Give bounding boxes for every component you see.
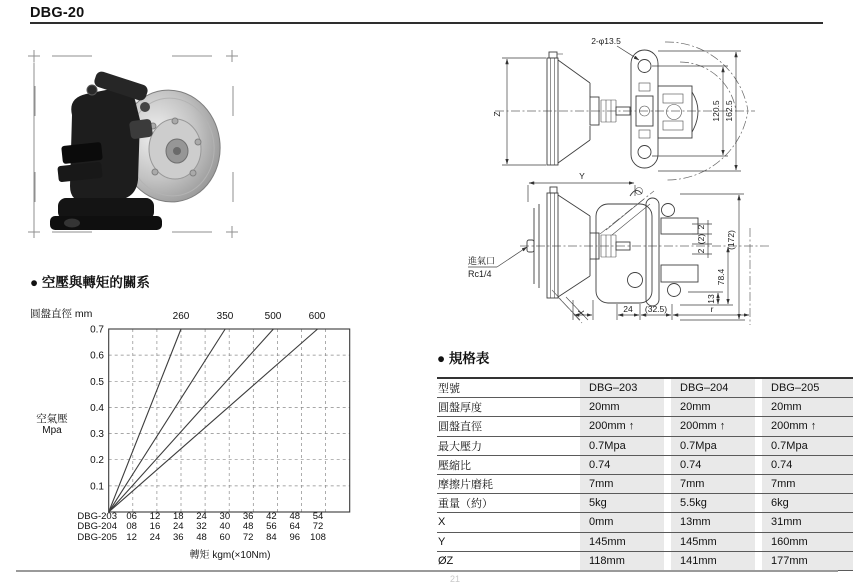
spec-row xyxy=(437,398,853,417)
x-tick-value: 48 xyxy=(242,521,254,533)
spec-cell: 145mm xyxy=(671,533,762,551)
dim-78-4-label: 78.4 xyxy=(716,268,726,286)
dim-2-mid-label: (2) xyxy=(696,233,706,245)
x-tick-value: 72 xyxy=(242,531,254,543)
dim-r-label: r xyxy=(710,304,714,314)
spec-row-label: X xyxy=(438,516,446,529)
spec-row xyxy=(437,417,853,436)
spec-cell: 200mm ↑ xyxy=(671,417,762,435)
spec-cell: 20mm xyxy=(580,398,671,416)
dim-13-label: 13 xyxy=(706,294,716,304)
inlet-thread-label: Rc1/4 xyxy=(468,269,492,279)
spec-cell: 7mm xyxy=(671,475,762,493)
chart-top-axis-label: 圓盤直徑 mm xyxy=(30,308,93,320)
spec-cell: 0.74 xyxy=(580,456,671,474)
x-tick-value: 64 xyxy=(289,521,301,533)
x-tick-value: 60 xyxy=(219,531,231,543)
brake-photo-art xyxy=(50,70,227,230)
spec-row xyxy=(437,379,853,398)
x-tick-value: 18 xyxy=(172,511,184,522)
pressure-torque-chart xyxy=(58,303,358,517)
spec-row-label: 摩擦片磨耗 xyxy=(438,479,493,492)
spec-cell: 13mm xyxy=(671,513,762,531)
chart-x-tick-rows xyxy=(40,512,360,543)
spec-row-label: 圓盤厚度 xyxy=(438,402,482,415)
y-axis-label-line2: Mpa xyxy=(42,425,62,436)
spec-row xyxy=(437,437,853,456)
x-tick-value: 06 xyxy=(126,511,137,522)
spec-cell: 145mm xyxy=(580,533,671,551)
spec-table xyxy=(437,377,853,571)
spec-row-label: Y xyxy=(438,535,446,548)
dim-2-top-label: 2 xyxy=(696,224,706,230)
series-label-600: 600 xyxy=(308,311,326,322)
dim-24-label: 24 xyxy=(623,304,633,314)
drawing-top-view xyxy=(492,36,755,180)
x-tick-value: 16 xyxy=(149,521,161,533)
spec-row xyxy=(437,513,853,532)
x-tick-value: 24 xyxy=(172,521,184,533)
x-tick-value: 12 xyxy=(126,531,137,543)
y-axis-label-line1: 空氣壓 xyxy=(36,413,68,425)
page-title: DBG-20 xyxy=(30,5,85,21)
x-tick-value: 72 xyxy=(312,521,324,533)
spec-cell: 0.74 xyxy=(671,456,762,474)
x-tick-value: 36 xyxy=(172,531,184,543)
inlet-label: 進氣口 xyxy=(468,256,496,266)
x-tick-value: 24 xyxy=(196,511,207,522)
spec-row-label: 最大壓力 xyxy=(438,440,482,453)
chart-x-axis-title: 轉矩 kgm(×10Nm) xyxy=(189,550,271,561)
spec-cell: 0.7Mpa xyxy=(671,437,762,455)
x-tick-value: 42 xyxy=(266,511,277,522)
dim-x-label: X xyxy=(576,310,586,316)
chart-y-ticks xyxy=(90,325,104,493)
dim-172-label: (172) xyxy=(726,230,736,250)
spec-cell: DBG–204 xyxy=(671,379,762,397)
spec-row xyxy=(437,552,853,571)
spec-cell: 5kg xyxy=(580,494,671,512)
spec-row-label: 型號 xyxy=(438,383,460,396)
spec-row-label: 重量（約） xyxy=(438,498,493,511)
footer-rule xyxy=(16,570,838,572)
dim-2-bot-label: 2 xyxy=(696,248,706,254)
spec-cell: 7mm xyxy=(762,475,853,493)
spec-row-label: ØZ xyxy=(438,554,454,567)
series-label-260: 260 xyxy=(172,311,190,322)
technical-drawing xyxy=(440,28,853,338)
spec-row xyxy=(437,456,853,475)
spec-row-label: 圓盤直徑 xyxy=(438,421,482,434)
dim-162-5-label: 162.5 xyxy=(724,100,734,122)
series-label-350: 350 xyxy=(216,311,234,322)
x-tick-value: 40 xyxy=(219,521,231,533)
spec-cell: DBG–205 xyxy=(762,379,853,397)
title-rule xyxy=(30,22,823,24)
spec-table-rows xyxy=(437,379,853,571)
x-tick-value: 54 xyxy=(312,511,324,522)
spec-row xyxy=(437,494,853,513)
x-tick-value: 96 xyxy=(289,531,301,543)
spec-cell: 177mm xyxy=(762,552,853,570)
spec-cell: 200mm ↑ xyxy=(580,417,671,435)
spec-cell: 0mm xyxy=(580,513,671,531)
x-tick-row xyxy=(40,533,360,543)
spec-cell: 141mm xyxy=(671,552,762,570)
spec-cell: DBG–203 xyxy=(580,379,671,397)
x-tick-value: 48 xyxy=(289,511,301,522)
y-tick: 0.1 xyxy=(90,481,104,493)
x-tick-value: 36 xyxy=(242,511,254,522)
x-tick-model: DBG-205 xyxy=(77,531,117,543)
y-tick: 0.4 xyxy=(90,402,104,414)
spec-cell: 118mm xyxy=(580,552,671,570)
spec-cell: 20mm xyxy=(762,398,853,416)
spec-row xyxy=(437,475,853,494)
spec-cell: 0.74 xyxy=(762,456,853,474)
x-tick-value: 12 xyxy=(149,511,161,522)
x-tick-value: 48 xyxy=(196,531,207,543)
dim-y-label: Y xyxy=(579,171,585,181)
drawing-bottom-view xyxy=(468,187,770,325)
spec-cell: 160mm xyxy=(762,533,853,551)
spec-cell: 20mm xyxy=(671,398,762,416)
spec-row-label: 壓縮比 xyxy=(438,459,471,472)
spec-cell: 6kg xyxy=(762,494,853,512)
product-photo xyxy=(28,46,244,242)
drawing-y-dimension xyxy=(528,171,635,202)
y-tick: 0.3 xyxy=(90,429,104,441)
x-tick-value: 30 xyxy=(219,511,231,522)
dim-32-5-label: (32.5) xyxy=(644,304,668,314)
x-tick-value: 84 xyxy=(266,531,277,543)
x-tick-model: DBG-203 xyxy=(77,511,117,522)
y-tick: 0.5 xyxy=(90,376,104,388)
dim-120-5-label: 120.5 xyxy=(711,100,721,122)
chart-heading: ● 空壓與轉矩的關系 xyxy=(30,275,150,290)
x-tick-value: 08 xyxy=(126,521,137,533)
dim-hole-label: 2-φ13.5 xyxy=(591,36,621,46)
y-tick: 0.2 xyxy=(90,455,104,467)
series-label-500: 500 xyxy=(264,311,282,322)
y-tick: 0.6 xyxy=(90,350,104,362)
x-tick-value: 32 xyxy=(196,521,207,533)
dim-z-label: Z xyxy=(492,111,502,117)
x-tick-value: 24 xyxy=(149,531,161,543)
spec-table-heading: ● 規格表 xyxy=(437,351,490,366)
spec-row xyxy=(437,533,853,552)
x-tick-value: 56 xyxy=(266,521,277,533)
chart-series-lines xyxy=(109,329,318,512)
x-tick-value: 108 xyxy=(310,531,326,543)
spec-cell: 5.5kg xyxy=(671,494,762,512)
spec-cell: 0.7Mpa xyxy=(762,437,853,455)
spec-cell: 7mm xyxy=(580,475,671,493)
y-tick: 0.7 xyxy=(90,324,104,336)
spec-cell: 200mm ↑ xyxy=(762,417,853,435)
spec-cell: 31mm xyxy=(762,513,853,531)
spec-cell: 0.7Mpa xyxy=(580,437,671,455)
x-tick-model: DBG-204 xyxy=(77,521,117,533)
page-number: 21 xyxy=(450,574,461,584)
